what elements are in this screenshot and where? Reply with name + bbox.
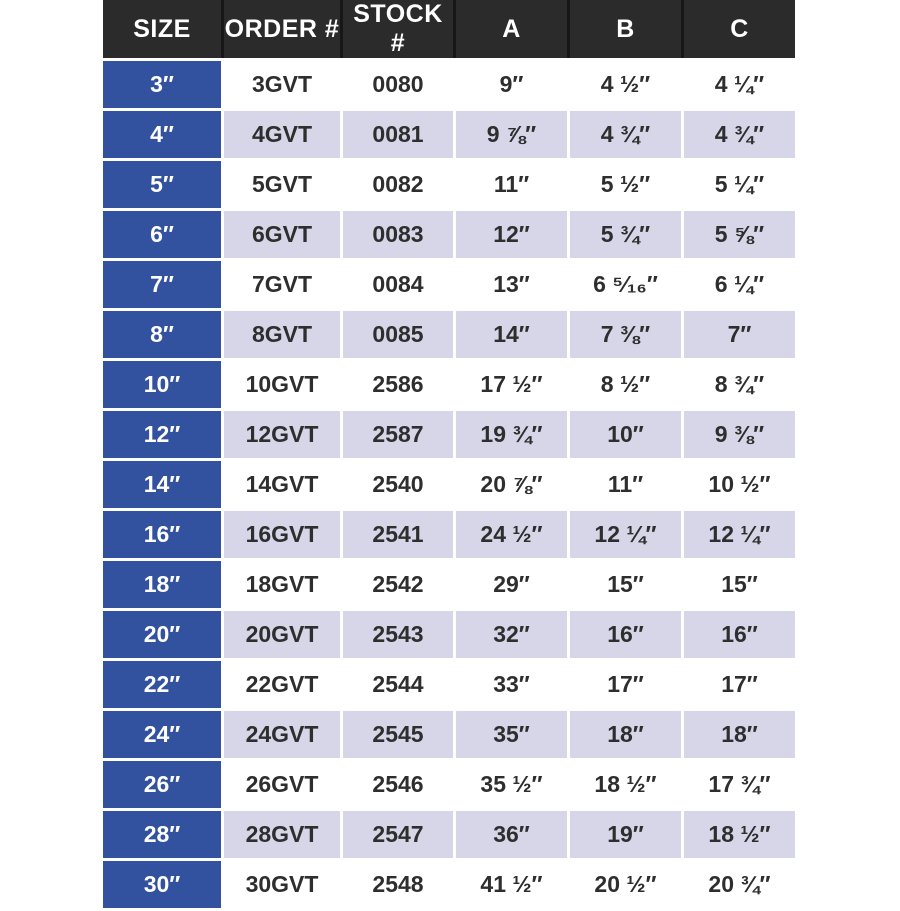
order-cell: 24GVT [224, 711, 340, 758]
a-cell: 14″ [456, 311, 567, 358]
table-row [103, 561, 795, 608]
a-cell: 32″ [456, 611, 567, 658]
stock-cell: 0084 [343, 261, 453, 308]
table-row [103, 361, 795, 408]
size-cell: 12″ [103, 411, 221, 458]
header-cell-order: ORDER # [224, 0, 340, 58]
order-cell: 20GVT [224, 611, 340, 658]
order-cell: 14GVT [224, 461, 340, 508]
size-cell: 28″ [103, 811, 221, 858]
b-cell: 7 ⅜″ [570, 311, 681, 358]
stock-cell: 2586 [343, 361, 453, 408]
header-cell-size: SIZE [103, 0, 221, 58]
order-cell: 12GVT [224, 411, 340, 458]
a-cell: 19 ¾″ [456, 411, 567, 458]
a-cell: 17 ½″ [456, 361, 567, 408]
size-cell: 10″ [103, 361, 221, 408]
size-cell: 4″ [103, 111, 221, 158]
size-cell: 30″ [103, 861, 221, 908]
b-cell: 10″ [570, 411, 681, 458]
order-cell: 3GVT [224, 61, 340, 108]
order-cell: 5GVT [224, 161, 340, 208]
stock-cell: 0083 [343, 211, 453, 258]
c-cell: 18 ½″ [684, 811, 795, 858]
stock-cell: 2543 [343, 611, 453, 658]
header-cell-a: A [456, 0, 567, 58]
a-cell: 13″ [456, 261, 567, 308]
b-cell: 17″ [570, 661, 681, 708]
stock-cell: 0080 [343, 61, 453, 108]
c-cell: 17 ¾″ [684, 761, 795, 808]
size-cell: 5″ [103, 161, 221, 208]
order-cell: 22GVT [224, 661, 340, 708]
b-cell: 6 ⁵⁄₁₆″ [570, 261, 681, 308]
size-cell: 14″ [103, 461, 221, 508]
table-body [103, 61, 795, 908]
c-cell: 9 ⅜″ [684, 411, 795, 458]
b-cell: 4 ½″ [570, 61, 681, 108]
order-cell: 30GVT [224, 861, 340, 908]
table-row [103, 761, 795, 808]
stock-cell: 2547 [343, 811, 453, 858]
b-cell: 4 ¾″ [570, 111, 681, 158]
order-cell: 18GVT [224, 561, 340, 608]
stock-cell: 2545 [343, 711, 453, 758]
stock-cell: 0081 [343, 111, 453, 158]
size-cell: 3″ [103, 61, 221, 108]
a-cell: 11″ [456, 161, 567, 208]
size-cell: 6″ [103, 211, 221, 258]
c-cell: 5 ⅝″ [684, 211, 795, 258]
order-cell: 10GVT [224, 361, 340, 408]
size-cell: 24″ [103, 711, 221, 758]
table-row [103, 811, 795, 858]
b-cell: 11″ [570, 461, 681, 508]
table-row [103, 711, 795, 758]
b-cell: 8 ½″ [570, 361, 681, 408]
stock-cell: 2548 [343, 861, 453, 908]
size-cell: 8″ [103, 311, 221, 358]
b-cell: 18″ [570, 711, 681, 758]
stock-cell: 2541 [343, 511, 453, 558]
size-order-stock-spec-table [100, 0, 798, 911]
a-cell: 9″ [456, 61, 567, 108]
header-cell-stock: STOCK # [343, 0, 453, 58]
table-row [103, 611, 795, 658]
a-cell: 41 ½″ [456, 861, 567, 908]
table-row [103, 511, 795, 558]
table-row [103, 861, 795, 908]
size-cell: 7″ [103, 261, 221, 308]
c-cell: 10 ½″ [684, 461, 795, 508]
b-cell: 12 ¼″ [570, 511, 681, 558]
size-cell: 20″ [103, 611, 221, 658]
c-cell: 16″ [684, 611, 795, 658]
stock-cell: 2544 [343, 661, 453, 708]
stock-cell: 2542 [343, 561, 453, 608]
size-cell: 26″ [103, 761, 221, 808]
stock-cell: 0082 [343, 161, 453, 208]
order-cell: 8GVT [224, 311, 340, 358]
order-cell: 4GVT [224, 111, 340, 158]
order-cell: 6GVT [224, 211, 340, 258]
c-cell: 17″ [684, 661, 795, 708]
order-cell: 7GVT [224, 261, 340, 308]
size-cell: 18″ [103, 561, 221, 608]
c-cell: 20 ¾″ [684, 861, 795, 908]
a-cell: 36″ [456, 811, 567, 858]
size-cell: 16″ [103, 511, 221, 558]
stock-cell: 0085 [343, 311, 453, 358]
a-cell: 33″ [456, 661, 567, 708]
order-cell: 28GVT [224, 811, 340, 858]
stock-cell: 2546 [343, 761, 453, 808]
b-cell: 18 ½″ [570, 761, 681, 808]
a-cell: 20 ⅞″ [456, 461, 567, 508]
c-cell: 8 ¾″ [684, 361, 795, 408]
size-cell: 22″ [103, 661, 221, 708]
table-row [103, 461, 795, 508]
a-cell: 24 ½″ [456, 511, 567, 558]
table-row [103, 211, 795, 258]
table-row [103, 311, 795, 358]
table-row [103, 61, 795, 108]
stock-cell: 2587 [343, 411, 453, 458]
b-cell: 5 ½″ [570, 161, 681, 208]
a-cell: 29″ [456, 561, 567, 608]
a-cell: 35″ [456, 711, 567, 758]
stock-cell: 2540 [343, 461, 453, 508]
c-cell: 5 ¼″ [684, 161, 795, 208]
b-cell: 5 ¾″ [570, 211, 681, 258]
b-cell: 15″ [570, 561, 681, 608]
a-cell: 9 ⅞″ [456, 111, 567, 158]
header-cell-c: C [684, 0, 795, 58]
table-row [103, 161, 795, 208]
b-cell: 16″ [570, 611, 681, 658]
header-cell-b: B [570, 0, 681, 58]
spec-table-container [100, 0, 798, 911]
c-cell: 15″ [684, 561, 795, 608]
header-row [103, 0, 795, 58]
order-cell: 26GVT [224, 761, 340, 808]
table-row [103, 261, 795, 308]
c-cell: 4 ¾″ [684, 111, 795, 158]
table-row [103, 411, 795, 458]
table-row [103, 111, 795, 158]
c-cell: 12 ¼″ [684, 511, 795, 558]
a-cell: 35 ½″ [456, 761, 567, 808]
a-cell: 12″ [456, 211, 567, 258]
c-cell: 7″ [684, 311, 795, 358]
c-cell: 4 ¼″ [684, 61, 795, 108]
table-row [103, 661, 795, 708]
b-cell: 20 ½″ [570, 861, 681, 908]
c-cell: 18″ [684, 711, 795, 758]
b-cell: 19″ [570, 811, 681, 858]
order-cell: 16GVT [224, 511, 340, 558]
c-cell: 6 ¼″ [684, 261, 795, 308]
